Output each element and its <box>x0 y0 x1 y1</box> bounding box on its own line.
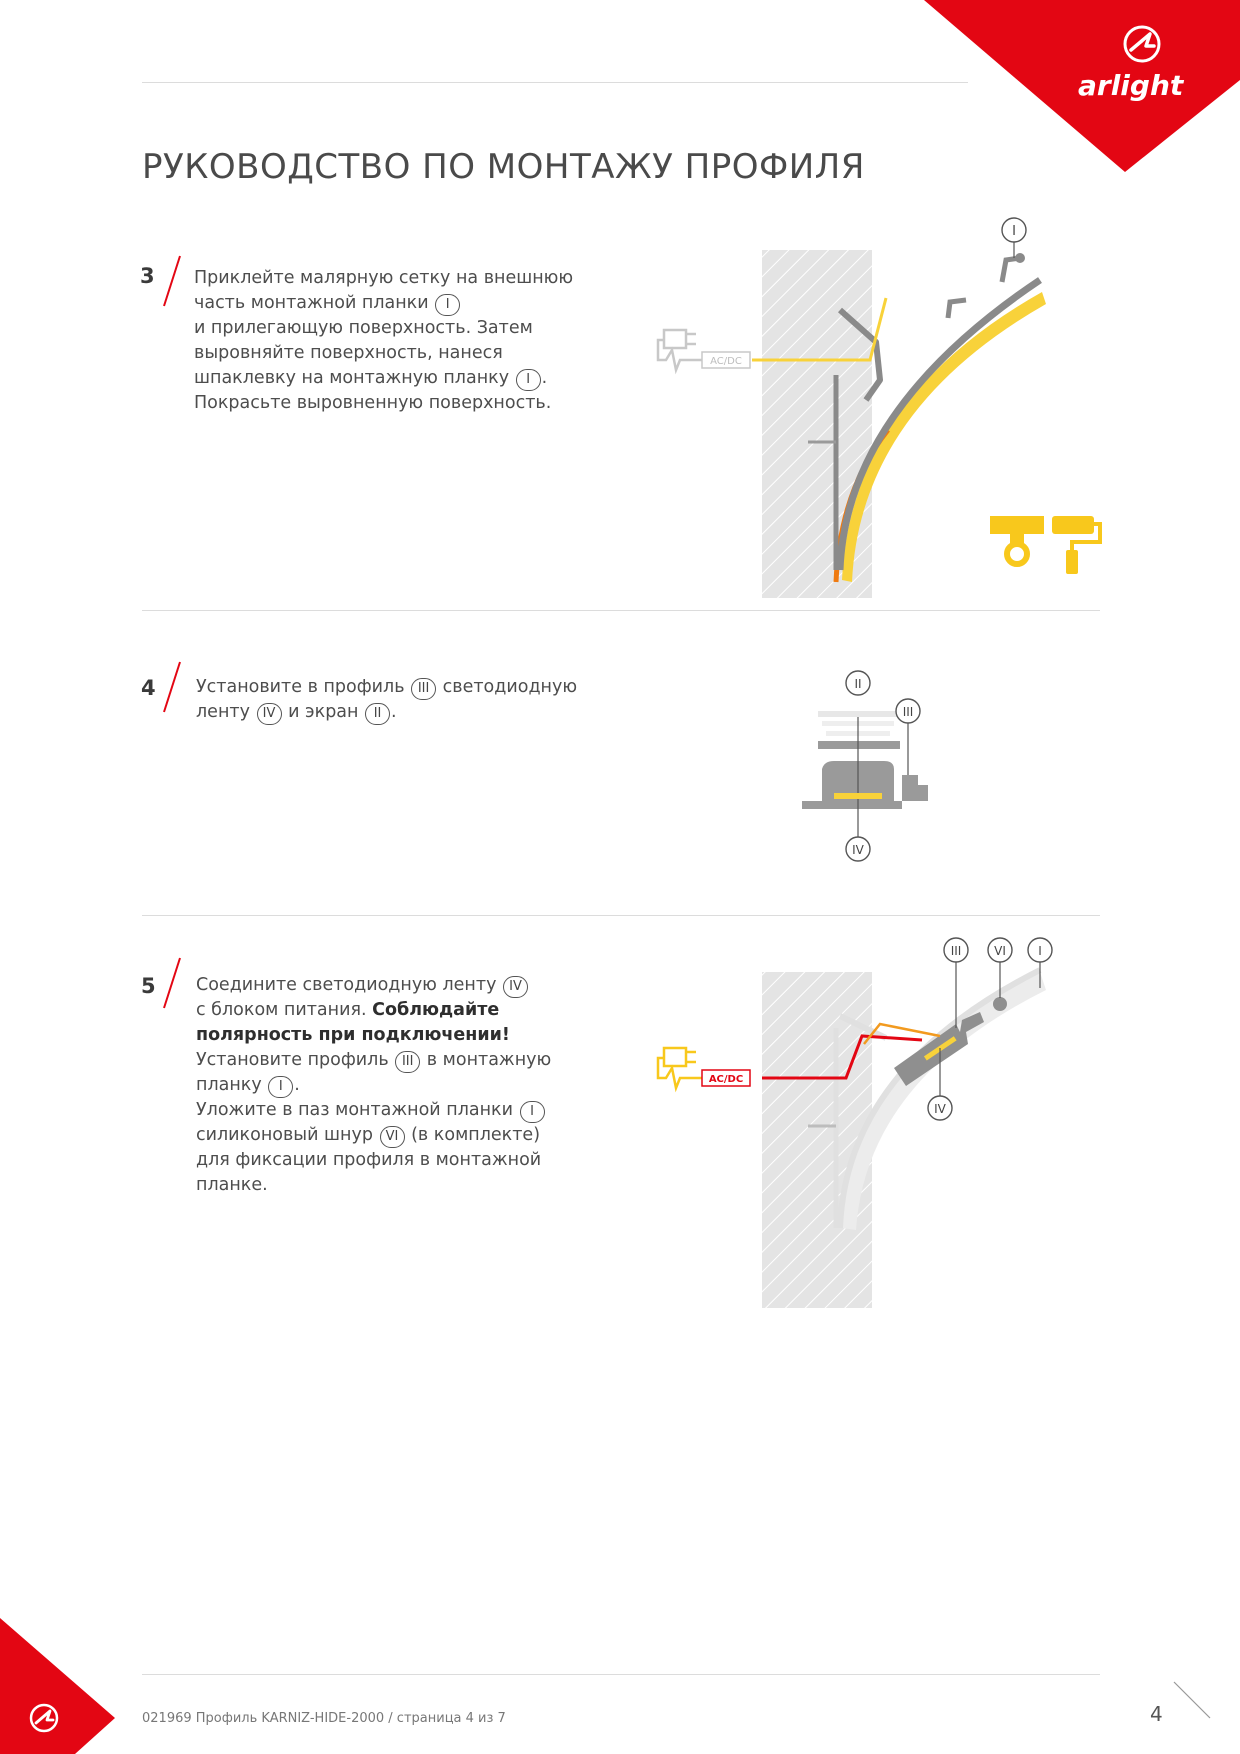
instruction-text: . <box>294 1075 300 1095</box>
instruction-line <box>194 366 573 391</box>
warning-text: Соблюдайте <box>372 1000 500 1020</box>
instruction-text: . <box>541 368 548 388</box>
step-4-instructions <box>196 675 577 725</box>
svg-text:IV: IV <box>934 1102 946 1116</box>
silicone-cord-VI <box>993 997 1007 1011</box>
step-3-instructions <box>194 266 573 416</box>
screen-II <box>818 741 900 749</box>
part-marker: VI <box>380 1126 405 1148</box>
warning-text: полярность при подключении! <box>196 1025 510 1045</box>
svg-text:III: III <box>902 705 914 719</box>
spatula-icon <box>990 516 1044 564</box>
instruction-text: и экран <box>282 702 365 722</box>
instruction-text: Приклейте малярную сетку на внешнюю <box>194 268 574 288</box>
instruction-line <box>196 1073 551 1098</box>
instruction-text: планку <box>196 1075 268 1095</box>
instruction-line <box>196 1048 551 1073</box>
page-number-slash <box>1172 1680 1212 1720</box>
step-slash-4 <box>160 660 184 714</box>
part-marker: III <box>411 678 436 700</box>
instruction-text: . <box>391 702 397 722</box>
profile-III <box>802 761 928 809</box>
instruction-line <box>196 700 577 725</box>
instruction-text: часть монтажной планки <box>194 293 435 313</box>
part-marker: I <box>520 1101 545 1123</box>
part-marker: IV <box>257 703 282 725</box>
svg-text:I: I <box>1012 224 1016 239</box>
instruction-text: и прилегающую поверхность. Затем <box>194 318 533 338</box>
instruction-line <box>196 1098 551 1123</box>
instruction-text: в монтажную <box>421 1050 552 1070</box>
instruction-text: (в комплекте) <box>405 1125 541 1145</box>
led-strip-IV <box>834 793 882 799</box>
part-marker: IV <box>503 976 528 998</box>
instruction-text: для фиксации профиля в монтажной <box>196 1150 542 1170</box>
instruction-text: планке. <box>196 1175 268 1195</box>
step-number-3: 3 <box>140 264 155 288</box>
footer-divider <box>142 1674 1100 1675</box>
instruction-text: светодиодную <box>437 677 578 697</box>
instruction-line <box>194 391 573 416</box>
step-number-4: 4 <box>141 676 156 700</box>
power-plug-icon <box>658 1048 702 1088</box>
instruction-text: выровняйте поверхность, нанеся <box>194 343 503 363</box>
svg-text:III: III <box>950 944 962 958</box>
svg-text:VI: VI <box>994 944 1006 958</box>
page-number: 4 <box>1150 1702 1163 1726</box>
footer-document-info: 021969 Профиль KARNIZ-HIDE-2000 / страница 4 из 7 <box>142 1711 506 1726</box>
instruction-line <box>196 1173 551 1198</box>
step-5-diagram <box>650 928 1110 1308</box>
step-4-diagram <box>790 665 990 865</box>
step-number-5: 5 <box>141 974 156 998</box>
instruction-line <box>194 266 573 291</box>
instruction-text: с блоком питания. <box>196 1000 373 1020</box>
part-marker: I <box>516 369 541 391</box>
instruction-text: Покрасьте выровненную поверхность. <box>194 393 552 413</box>
part-marker: I <box>435 294 460 316</box>
part-marker: II <box>365 703 390 725</box>
instruction-text: Соедините светодиодную ленту <box>196 975 502 995</box>
instruction-line <box>194 316 573 341</box>
svg-text:I: I <box>1038 944 1042 958</box>
svg-text:IV: IV <box>852 843 864 857</box>
instruction-line <box>196 1148 551 1173</box>
instruction-line <box>194 291 573 316</box>
divider-3-4 <box>142 610 1100 611</box>
step-slash-5 <box>160 956 184 1010</box>
step-3-diagram <box>650 210 1110 600</box>
instruction-text: силиконовый шнур <box>196 1125 379 1145</box>
part-marker: I <box>268 1076 293 1098</box>
instruction-line <box>196 1123 551 1148</box>
instruction-text: Уложите в паз монтажной планки <box>196 1100 519 1120</box>
header-divider <box>142 82 968 83</box>
instruction-text: Установите профиль <box>196 1050 395 1070</box>
part-marker: III <box>395 1051 420 1073</box>
brand-logo-text: arlight <box>1078 69 1184 102</box>
svg-text:II: II <box>854 677 862 691</box>
step-5-instructions <box>196 973 551 1198</box>
instruction-line <box>196 675 577 700</box>
instruction-line <box>196 998 551 1023</box>
divider-4-5 <box>142 915 1100 916</box>
instruction-line <box>196 973 551 998</box>
instruction-text: шпаклевку на монтажную планку <box>194 368 515 388</box>
power-plug-icon <box>658 330 702 370</box>
brand-corner-bottom <box>0 1600 140 1754</box>
power-supply-label: AC/DC <box>710 356 742 367</box>
step-slash-3 <box>160 254 184 308</box>
instruction-line <box>194 341 573 366</box>
power-supply-label: AC/DC <box>708 1074 744 1085</box>
page-title: РУКОВОДСТВО ПО МОНТАЖУ ПРОФИЛЯ <box>142 146 865 187</box>
instruction-text: ленту <box>196 702 256 722</box>
instruction-text: Установите в профиль <box>196 677 411 697</box>
paint-roller-icon <box>1052 516 1100 574</box>
instruction-line <box>196 1023 551 1048</box>
